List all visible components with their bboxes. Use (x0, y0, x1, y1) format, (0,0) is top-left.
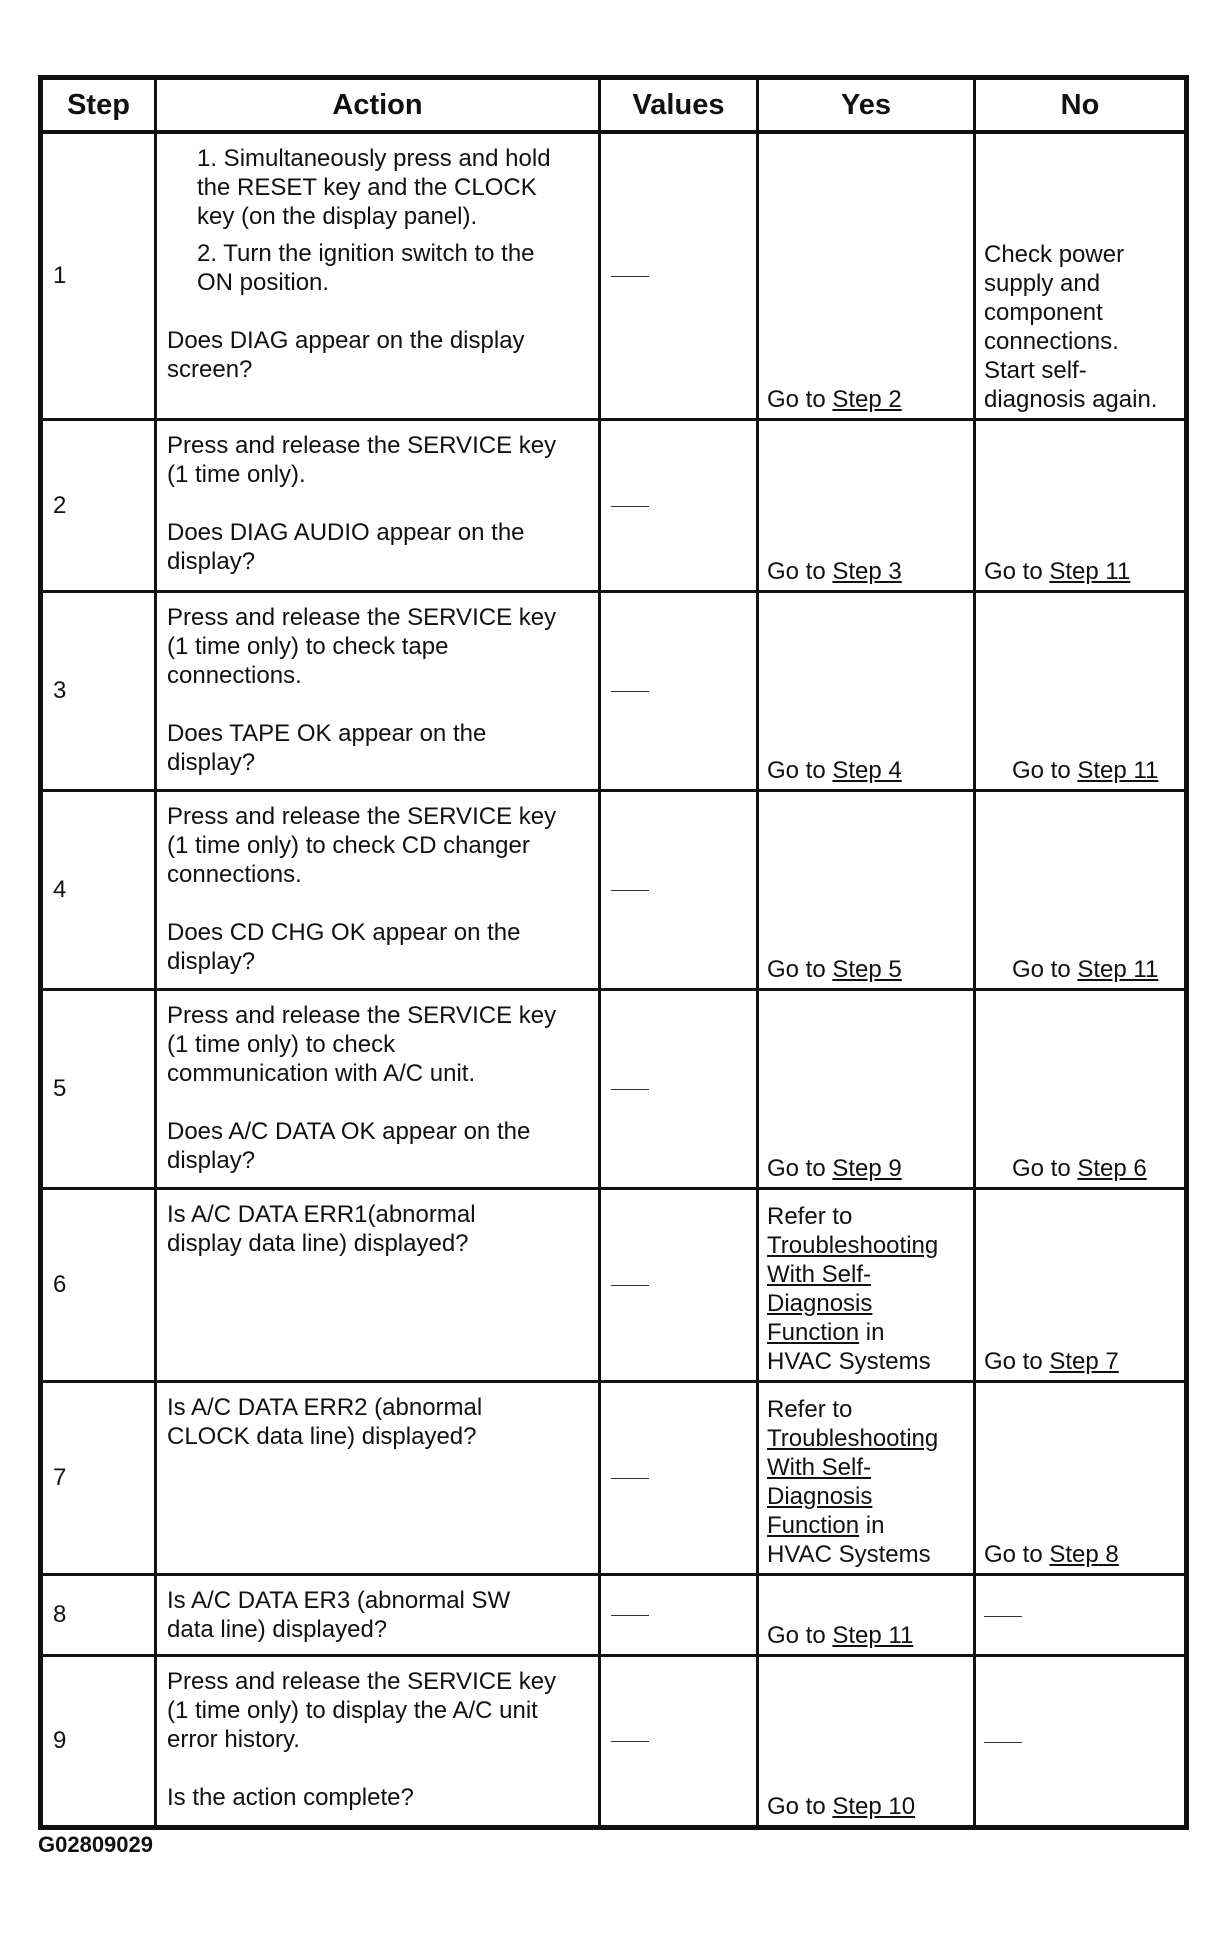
yes-cell (758, 1655, 975, 1827)
step-number: 2 (41, 419, 156, 591)
empty-dash (611, 1285, 649, 1286)
no-prefix: Go to (1012, 1154, 1078, 1182)
step-number: 8 (41, 1574, 156, 1655)
step-link[interactable]: Step 2 (832, 385, 902, 413)
header-step: Step (41, 78, 156, 133)
refer-suffix: in (859, 1318, 885, 1346)
yes-cell (758, 1188, 975, 1381)
reference-link[interactable]: Function (767, 1511, 860, 1539)
step-number: 1 (41, 132, 156, 419)
step-number: 9 (41, 1655, 156, 1827)
yes-prefix: Go to (767, 1621, 833, 1649)
values-cell (600, 419, 758, 591)
action-cell (156, 1655, 600, 1827)
values-cell (600, 1188, 758, 1381)
step-link[interactable]: Step 11 (1049, 557, 1131, 585)
refer-text: Refer to (767, 1202, 853, 1230)
header-no: No (975, 78, 1187, 133)
empty-dash (611, 691, 649, 692)
reference-link[interactable]: With Self- (767, 1260, 872, 1288)
yes-prefix: Go to (767, 385, 833, 413)
yes-cell (758, 419, 975, 591)
table-row (41, 591, 1187, 790)
step-number: 4 (41, 790, 156, 989)
empty-dash (984, 1616, 1022, 1617)
action-question: Does DIAG appear on the display screen? (167, 327, 525, 383)
yes-cell (758, 1381, 975, 1574)
refer-tail: HVAC Systems (767, 1347, 931, 1375)
step-link[interactable]: Step 6 (1077, 1154, 1147, 1182)
table-row (41, 1188, 1187, 1381)
refer-text: Refer to (767, 1395, 853, 1423)
yes-cell (758, 790, 975, 989)
table-row (41, 132, 1187, 419)
yes-cell (758, 591, 975, 790)
refer-tail: HVAC Systems (767, 1540, 931, 1568)
yes-prefix: Go to (767, 1792, 833, 1820)
step-link[interactable]: Step 11 (1077, 756, 1159, 784)
step-link[interactable]: Step 7 (1049, 1347, 1119, 1375)
no-cell (975, 591, 1187, 790)
reference-link[interactable]: Diagnosis (767, 1482, 873, 1510)
action-cell (156, 132, 600, 419)
no-cell (975, 132, 1187, 419)
action-cell (156, 1574, 600, 1655)
yes-prefix: Go to (767, 756, 833, 784)
empty-dash (611, 1615, 649, 1616)
action-cell (156, 1381, 600, 1574)
action-question: Does CD CHG OK appear on the display? (167, 918, 521, 975)
yes-cell (758, 1574, 975, 1655)
header-action: Action (156, 78, 600, 133)
no-cell (975, 419, 1187, 591)
action-text: Press and release the SERVICE key (1 time only). (167, 431, 557, 488)
no-prefix: Go to (1012, 756, 1078, 784)
action-question: Does A/C DATA OK appear on the display? (167, 1117, 531, 1174)
step-link[interactable]: Step 9 (832, 1154, 902, 1182)
values-cell (600, 790, 758, 989)
refer-suffix: in (859, 1511, 885, 1539)
no-cell (975, 1381, 1187, 1574)
reference-link[interactable]: Function (767, 1318, 860, 1346)
action-question: Does TAPE OK appear on the display? (167, 719, 487, 776)
action-text: Press and release the SERVICE key (1 time only) to check tape connections. (167, 603, 557, 689)
action-cell (156, 419, 600, 591)
empty-dash (984, 1742, 1022, 1743)
action-cell (156, 790, 600, 989)
yes-cell (758, 989, 975, 1188)
no-cell (975, 1188, 1187, 1381)
action-question: Is the action complete? (167, 1783, 414, 1811)
action-text: Is A/C DATA ERR1(abnormal display data line) displayed? (167, 1200, 476, 1257)
step-link[interactable]: Step 5 (832, 955, 902, 983)
action-item: 1. Simultaneously press and hold the RESET key and the CLOCK key (on the display panel). (197, 145, 551, 230)
reference-link[interactable]: Troubleshooting (767, 1231, 939, 1259)
action-cell (156, 989, 600, 1188)
reference-link[interactable]: Diagnosis (767, 1289, 873, 1317)
table-row (41, 989, 1187, 1188)
action-text: Press and release the SERVICE key (1 time only) to check communication with A/C unit. (167, 1001, 557, 1087)
action-cell (156, 591, 600, 790)
action-text: Press and release the SERVICE key (1 time only) to check CD changer connections. (167, 802, 557, 888)
header-values: Values (600, 78, 758, 133)
no-prefix: Go to (1012, 955, 1078, 983)
no-cell (975, 989, 1187, 1188)
figure-id: G02809029 (38, 1832, 153, 1857)
action-cell (156, 1188, 600, 1381)
step-link[interactable]: Step 4 (832, 756, 902, 784)
values-cell (600, 989, 758, 1188)
values-cell (600, 1574, 758, 1655)
no-prefix: Go to (984, 557, 1050, 585)
values-cell (600, 1655, 758, 1827)
empty-dash (611, 1089, 649, 1090)
action-text: Press and release the SERVICE key (1 time only) to display the A/C unit error history. (167, 1667, 557, 1753)
no-cell (975, 1655, 1187, 1827)
action-question: Does DIAG AUDIO appear on the display? (167, 518, 525, 575)
no-text: Check power supply and component connections. Start self- diagnosis again. (984, 240, 1158, 413)
yes-cell (758, 132, 975, 419)
step-link[interactable]: Step 8 (1049, 1540, 1119, 1568)
step-number: 3 (41, 591, 156, 790)
step-link[interactable]: Step 11 (1077, 955, 1159, 983)
table-header-row (41, 78, 1187, 133)
yes-prefix: Go to (767, 1154, 833, 1182)
step-link[interactable]: Step 10 (832, 1792, 916, 1820)
empty-dash (611, 890, 649, 891)
no-cell (975, 790, 1187, 989)
table-row (41, 790, 1187, 989)
empty-dash (611, 276, 649, 277)
empty-dash (611, 1741, 649, 1742)
empty-dash (611, 506, 649, 507)
yes-prefix: Go to (767, 557, 833, 585)
action-text: Is A/C DATA ERR2 (abnormal CLOCK data line) displayed? (167, 1393, 483, 1450)
step-number: 5 (41, 989, 156, 1188)
step-link[interactable]: Step 11 (832, 1621, 914, 1649)
table-row (41, 1574, 1187, 1655)
reference-link[interactable]: With Self- (767, 1453, 872, 1481)
values-cell (600, 1381, 758, 1574)
values-cell (600, 132, 758, 419)
yes-prefix: Go to (767, 955, 833, 983)
action-item: 2. Turn the ignition switch to the ON position. (197, 240, 535, 296)
diagnostic-steps-table (38, 75, 1189, 1830)
no-prefix: Go to (984, 1347, 1050, 1375)
reference-link[interactable]: Troubleshooting (767, 1424, 939, 1452)
step-number: 6 (41, 1188, 156, 1381)
no-cell (975, 1574, 1187, 1655)
table-row (41, 419, 1187, 591)
step-link[interactable]: Step 3 (832, 557, 902, 585)
no-prefix: Go to (984, 1540, 1050, 1568)
table-row (41, 1381, 1187, 1574)
header-yes: Yes (758, 78, 975, 133)
values-cell (600, 591, 758, 790)
table-row (41, 1655, 1187, 1827)
action-text: Is A/C DATA ER3 (abnormal SW data line) displayed? (167, 1586, 511, 1643)
empty-dash (611, 1478, 649, 1479)
step-number: 7 (41, 1381, 156, 1574)
